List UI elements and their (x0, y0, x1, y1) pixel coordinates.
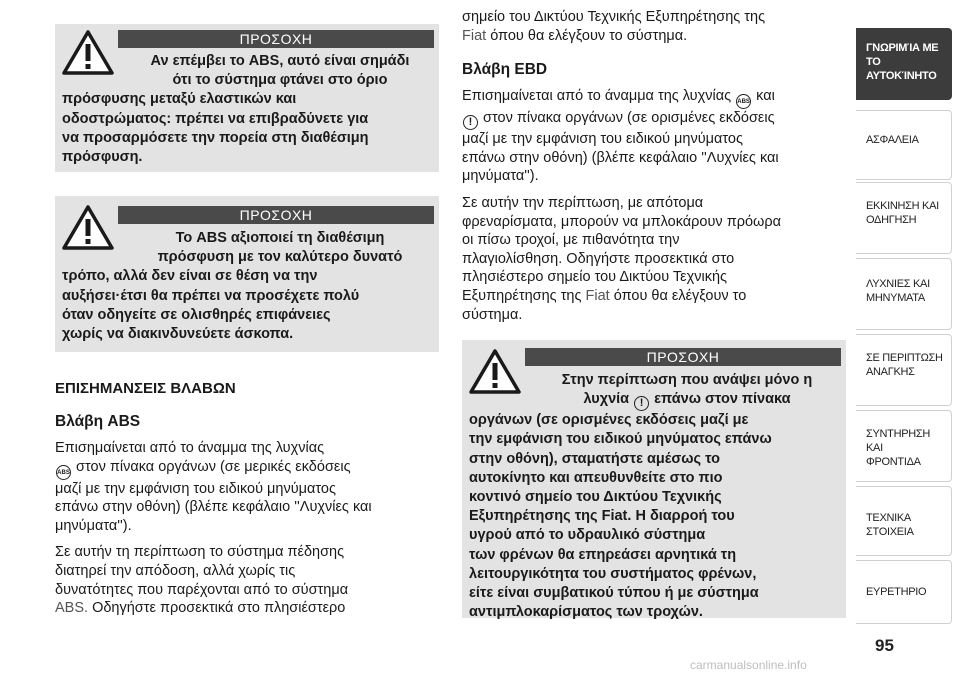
warning-line: Το ABS αξιοποιεί τη διαθέσιμη (175, 230, 385, 246)
abs-fault-title: Βλάβη ABS (55, 413, 141, 430)
section-title: ΕΠΙΣΗΜΑΝΣΕΙΣ ΒΛΑΒΩΝ (55, 380, 236, 397)
tab-label: ΟΔΗΓΗΣΗ (866, 214, 917, 226)
ebd-fault-title: Βλάβη EBD (462, 61, 548, 79)
tab-lights-messages[interactable] (856, 258, 952, 330)
warning-line: υγρού από το υδραυλικό σύστημα (469, 527, 706, 544)
warning-line: Εξυπηρέτησης της Fiat. Η διαρροή του (469, 508, 735, 525)
text-line: όπου θα ελέγξουν το σύστημα. (490, 27, 688, 44)
tab-getting-to-know[interactable] (856, 28, 952, 100)
warning-line: Στην περίπτωση που ανάψει μόνο η (561, 372, 813, 388)
warning-line: οργάνων (σε ορισμένες εκδόσεις μαζί με (469, 412, 749, 429)
chapter-tabs (856, 0, 960, 678)
text-line: μαζί με την εμφάνιση του ειδικού μηνύματος (462, 131, 743, 148)
tab-emergency[interactable] (856, 334, 952, 406)
tab-label: ΑΝΑΓΚΗΣ (866, 366, 915, 378)
text-line: Σε αυτήν τη περίπτωση το σύστημα πέδησης (55, 544, 345, 561)
text-line: μηνύματα''). (462, 168, 539, 185)
warning-line: λειτουργικότητα του συστήματος φρένων, (469, 565, 757, 582)
tab-label: ΣΥΝΤΗΡΗΣΗ ΚΑΙ (866, 428, 931, 454)
text-line: Σε αυτήν την περίπτωση, με απότομα (462, 194, 704, 211)
text-line: μηνύματα''). (55, 517, 132, 534)
text-line: διατηρεί την απόδοση, αλλά χωρίς τις (55, 562, 296, 579)
text-line: οι πίσω τροχοί, με πιθανότητα την (462, 232, 680, 249)
warning-line: τρόπο, αλλά δεν είναι σε θέση να την (62, 268, 318, 285)
warning-line: πρόσφυση. (62, 149, 143, 166)
watermark: carmanualsonline.info (690, 658, 807, 672)
fiat-inline-text: Fiat (585, 287, 610, 304)
text-line: Επισημαίνεται από το άναμμα της λυχνίας (462, 88, 732, 105)
tab-label: ΦΡΟΝΤΙΔΑ (866, 456, 921, 468)
brake-warning-lamp-icon: ! (463, 115, 478, 130)
text-line: Επισημαίνεται από το άναμμα της λυχνίας (55, 440, 325, 456)
abs-inline-text: ABS. (55, 600, 89, 617)
tab-label: ΛΥΧΝΙΕΣ ΚΑΙ (866, 278, 930, 290)
warning-box-brake-fluid (462, 340, 846, 621)
warning-box-abs-traction (55, 196, 439, 352)
text-line: επάνω στην οθόνη) (βλέπε κεφάλαιο ''Λυχνίες και (55, 499, 372, 516)
warning-line: πρόσφυση με τον καλύτερο δυνατό (157, 249, 403, 266)
warning-line: ότι το σύστημα φτάνει στο όριο (172, 72, 388, 89)
warning-line: λυχνία (583, 391, 630, 408)
tab-label: ΕΚΚΙΝΗΣΗ ΚΑΙ (866, 200, 939, 212)
warning-line: αυξήσει·έτσι θα πρέπει να προσέχετε πολύ (62, 287, 360, 304)
tab-safety[interactable] (856, 110, 952, 180)
warning-line: κοντινό σημείο του Δικτύου Τεχνικής (469, 489, 722, 506)
tab-index[interactable] (856, 560, 952, 624)
warning-line: είτε είναι συμβατικού τύπου ή με σύστημα (469, 585, 759, 602)
text-line: Οδηγήστε προσεκτικά στο πλησιέστερο (92, 600, 346, 617)
warning-header: ΠΡΟΣΟΧΗ (118, 206, 434, 224)
tab-technical-data[interactable] (856, 486, 952, 556)
warning-line: αυτοκίνητο και απευθυνθείτε στο πιο (469, 469, 723, 486)
warning-line: να προσαρμόσετε την πορεία στη διαθέσιμη (62, 129, 369, 146)
text-line: στον πίνακα οργάνων (σε μερικές εκδόσεις (76, 458, 351, 475)
text-line: φρεναρίσματα, μπορούν να μπλοκάρουν πρόωρα (462, 213, 781, 230)
brake-warning-lamp-icon: ! (634, 396, 649, 411)
text-line: δυνατότητες που παρέχονται από το σύστημα (55, 581, 349, 598)
warning-header: ΠΡΟΣΟΧΗ (525, 348, 841, 366)
warning-line: την εμφάνιση του ειδικού μηνύματος επάνω (469, 431, 772, 448)
fiat-inline-text: Fiat (462, 27, 487, 44)
tab-label: ΑΣΦΑΛΕΙΑ (866, 134, 919, 146)
tab-label: ΑΥΤΟΚΊΝΗΤΟ (866, 70, 937, 82)
tab-starting-driving[interactable] (856, 182, 952, 254)
text-line: Εξυπηρέτησης της (462, 287, 582, 304)
tab-maintenance[interactable] (856, 410, 952, 482)
text-line: σημείο του Δικτύου Τεχνικής Εξυπηρέτησης της (462, 9, 766, 25)
abs-warning-lamp-icon: ABS (736, 94, 751, 109)
text-line: σύστημα. (462, 306, 523, 323)
tab-label: ΓΝΩΡΙΜΊΑ ΜΕ ΤΟ (866, 42, 939, 68)
tab-label: ΤΕΧΝΙΚΑ ΣΤΟΙΧΕΙΑ (866, 512, 914, 538)
text-line: πλαγιολίσθηση. Οδηγήστε προσεκτικά στο (462, 250, 735, 267)
warning-line: αντιμπλοκαρίσματος των τροχών. (469, 604, 703, 621)
warning-box-abs-limit (55, 24, 439, 172)
text-line: στον πίνακα οργάνων (σε ορισμένες εκδόσεις (483, 110, 775, 127)
text-line: όπου θα ελέγξουν το (613, 287, 747, 304)
text-line: επάνω στην οθόνη) (βλέπε κεφάλαιο ''Λυχνίες και (462, 149, 779, 166)
abs-warning-lamp-icon: ABS (56, 465, 71, 480)
warning-line: πρόσφυσης μεταξύ ελαστικών και (62, 91, 297, 108)
warning-header: ΠΡΟΣΟΧΗ (118, 30, 434, 48)
text-line: πλησιέστερο σημείο του Δικτύου Τεχνικής (462, 269, 728, 286)
text-line: και (756, 88, 775, 105)
warning-line: στην οθόνη), σταματήστε αμέσως το (469, 450, 721, 467)
page-number: 95 (875, 636, 894, 655)
warning-line: των φρένων θα επηρεάσει αρνητικά τη (469, 546, 737, 563)
tab-label: ΕΥΡΕΤΗΡΙΟ (866, 586, 927, 598)
warning-line: οδοστρώματος: πρέπει να επιβραδύνετε για (62, 110, 369, 127)
warning-line: χωρίς να διακινδυνεύετε άσκοπα. (62, 326, 294, 343)
warning-line: επάνω στον πίνακα (654, 391, 791, 408)
warning-line: Αν επέμβει το ABS, αυτό είναι σημάδι (150, 53, 410, 69)
tab-label: ΜΗΝΥΜΑΤΑ (866, 292, 925, 304)
text-line: μαζί με την εμφάνιση του ειδικού μηνύματος (55, 480, 336, 497)
tab-label: ΣΕ ΠΕΡΙΠΤΩΣΗ (866, 352, 943, 364)
warning-line: όταν οδηγείτε σε ολισθηρές επιφάνειες (62, 306, 331, 323)
